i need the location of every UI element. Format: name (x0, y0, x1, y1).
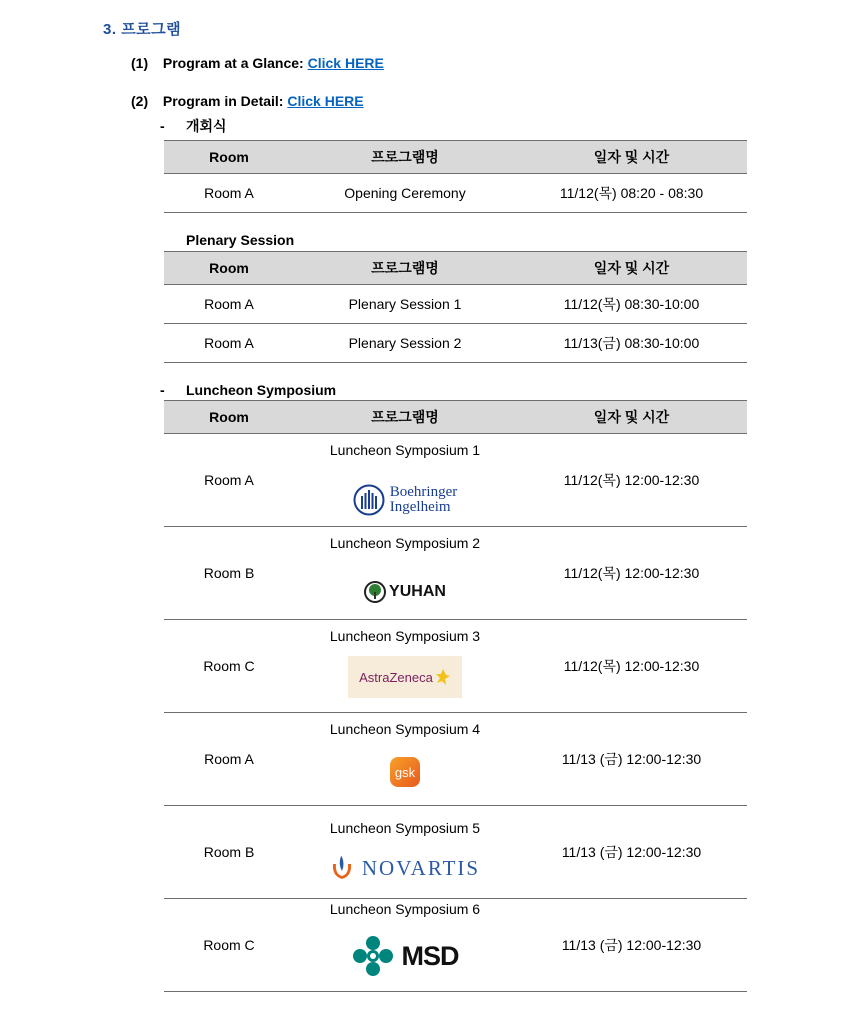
astrazeneca-logo (294, 656, 516, 698)
astrazeneca-mark-icon (435, 668, 451, 686)
msd-logo (294, 935, 516, 977)
list-dash: - (160, 382, 165, 398)
room-cell: Room A (164, 434, 294, 527)
program-name: Luncheon Symposium 1 (329, 442, 481, 458)
program-cell (294, 806, 516, 899)
table-header-row (164, 141, 747, 174)
room-cell: Room A (164, 713, 294, 806)
program-header: 프로그램명 (294, 141, 516, 174)
sponsor-name: AstraZeneca (359, 669, 433, 685)
room-cell: Room A (164, 174, 294, 213)
datetime-header: 일자 및 시간 (516, 401, 747, 434)
program-at-a-glance-item (131, 55, 384, 71)
program-cell: Plenary Session 1 (294, 285, 516, 324)
program-cell: Opening Ceremony (294, 174, 516, 213)
datetime-cell: 11/12(목) 12:00-12:30 (516, 527, 747, 620)
program-cell (294, 527, 516, 620)
table-row (164, 899, 747, 992)
datetime-header: 일자 및 시간 (516, 141, 747, 174)
novartis-flame-icon (330, 854, 354, 882)
datetime-cell: 11/12(목) 08:30-10:00 (516, 285, 747, 324)
plenary-table (164, 251, 747, 363)
datetime-cell: 11/13 (금) 12:00-12:30 (516, 899, 747, 992)
item-number: (2) (131, 93, 149, 109)
datetime-cell: 11/12(목) 08:20 - 08:30 (516, 174, 747, 213)
plenary-subheading (186, 232, 294, 248)
room-header: Room (164, 141, 294, 174)
datetime-cell: 11/13 (금) 12:00-12:30 (516, 713, 747, 806)
list-dash: - (160, 118, 165, 134)
table-header-row (164, 401, 747, 434)
opening-subheading (160, 116, 227, 136)
sponsor-name: MSD (401, 940, 459, 971)
datetime-cell: 11/12(목) 12:00-12:30 (516, 620, 747, 713)
program-header: 프로그램명 (294, 252, 516, 285)
luncheon-table (164, 400, 747, 992)
room-cell: Room C (164, 620, 294, 713)
room-cell: Room A (164, 285, 294, 324)
room-header: Room (164, 252, 294, 285)
table-row (164, 434, 747, 527)
room-cell: Room B (164, 527, 294, 620)
luncheon-title: Luncheon Symposium (186, 382, 337, 398)
sponsor-name-line2: Ingelheim (389, 499, 451, 515)
item-label: Program at a Glance: (162, 55, 304, 71)
datetime-header: 일자 및 시간 (516, 252, 747, 285)
section-number: 3. (103, 21, 117, 38)
program-name: Luncheon Symposium 6 (329, 901, 481, 917)
datetime-cell: 11/13 (금) 12:00-12:30 (516, 806, 747, 899)
room-cell: Room B (164, 806, 294, 899)
program-at-a-glance-link[interactable]: Click HERE (307, 55, 384, 71)
room-header: Room (164, 401, 294, 434)
table-row (164, 527, 747, 620)
gsk-logo (294, 757, 516, 787)
program-cell (294, 713, 516, 806)
table-row (164, 806, 747, 899)
table-row (164, 620, 747, 713)
program-cell (294, 899, 516, 992)
program-in-detail-link[interactable]: Click HERE (287, 93, 364, 109)
luncheon-subheading (160, 382, 336, 398)
novartis-logo (294, 854, 516, 882)
room-cell: Room A (164, 324, 294, 363)
room-cell: Room C (164, 899, 294, 992)
program-name: Luncheon Symposium 2 (329, 535, 481, 551)
program-header: 프로그램명 (294, 401, 516, 434)
program-cell (294, 434, 516, 527)
table-row (164, 174, 747, 213)
boehringer-emblem-icon (353, 484, 385, 516)
yuhan-tree-icon (364, 581, 386, 603)
program-cell (294, 620, 516, 713)
table-row (164, 713, 747, 806)
yuhan-logo (294, 581, 516, 603)
table-row (164, 285, 747, 324)
program-cell: Plenary Session 2 (294, 324, 516, 363)
sponsor-name: NOVARTIS (361, 855, 481, 880)
datetime-cell: 11/12(목) 12:00-12:30 (516, 434, 747, 527)
plenary-title: Plenary Session (186, 232, 295, 248)
section-title: 프로그램 (121, 21, 182, 38)
opening-title: 개회식 (186, 118, 227, 134)
item-number: (1) (131, 55, 149, 71)
program-name: Luncheon Symposium 5 (329, 820, 481, 836)
program-name: Luncheon Symposium 3 (329, 628, 481, 644)
sponsor-name-line1: Boehringer (389, 484, 458, 500)
item-label: Program in Detail: (162, 93, 284, 109)
program-name: Luncheon Symposium 4 (329, 721, 481, 737)
table-header-row (164, 252, 747, 285)
boehringer-ingelheim-logo (294, 484, 516, 516)
section-heading (103, 18, 181, 39)
sponsor-name: YUHAN (389, 583, 446, 600)
opening-table (164, 140, 747, 213)
sponsor-name: gsk (394, 764, 416, 780)
table-row (164, 324, 747, 363)
datetime-cell: 11/13(금) 08:30-10:00 (516, 324, 747, 363)
msd-emblem-icon (352, 935, 394, 977)
program-in-detail-item (131, 93, 364, 109)
